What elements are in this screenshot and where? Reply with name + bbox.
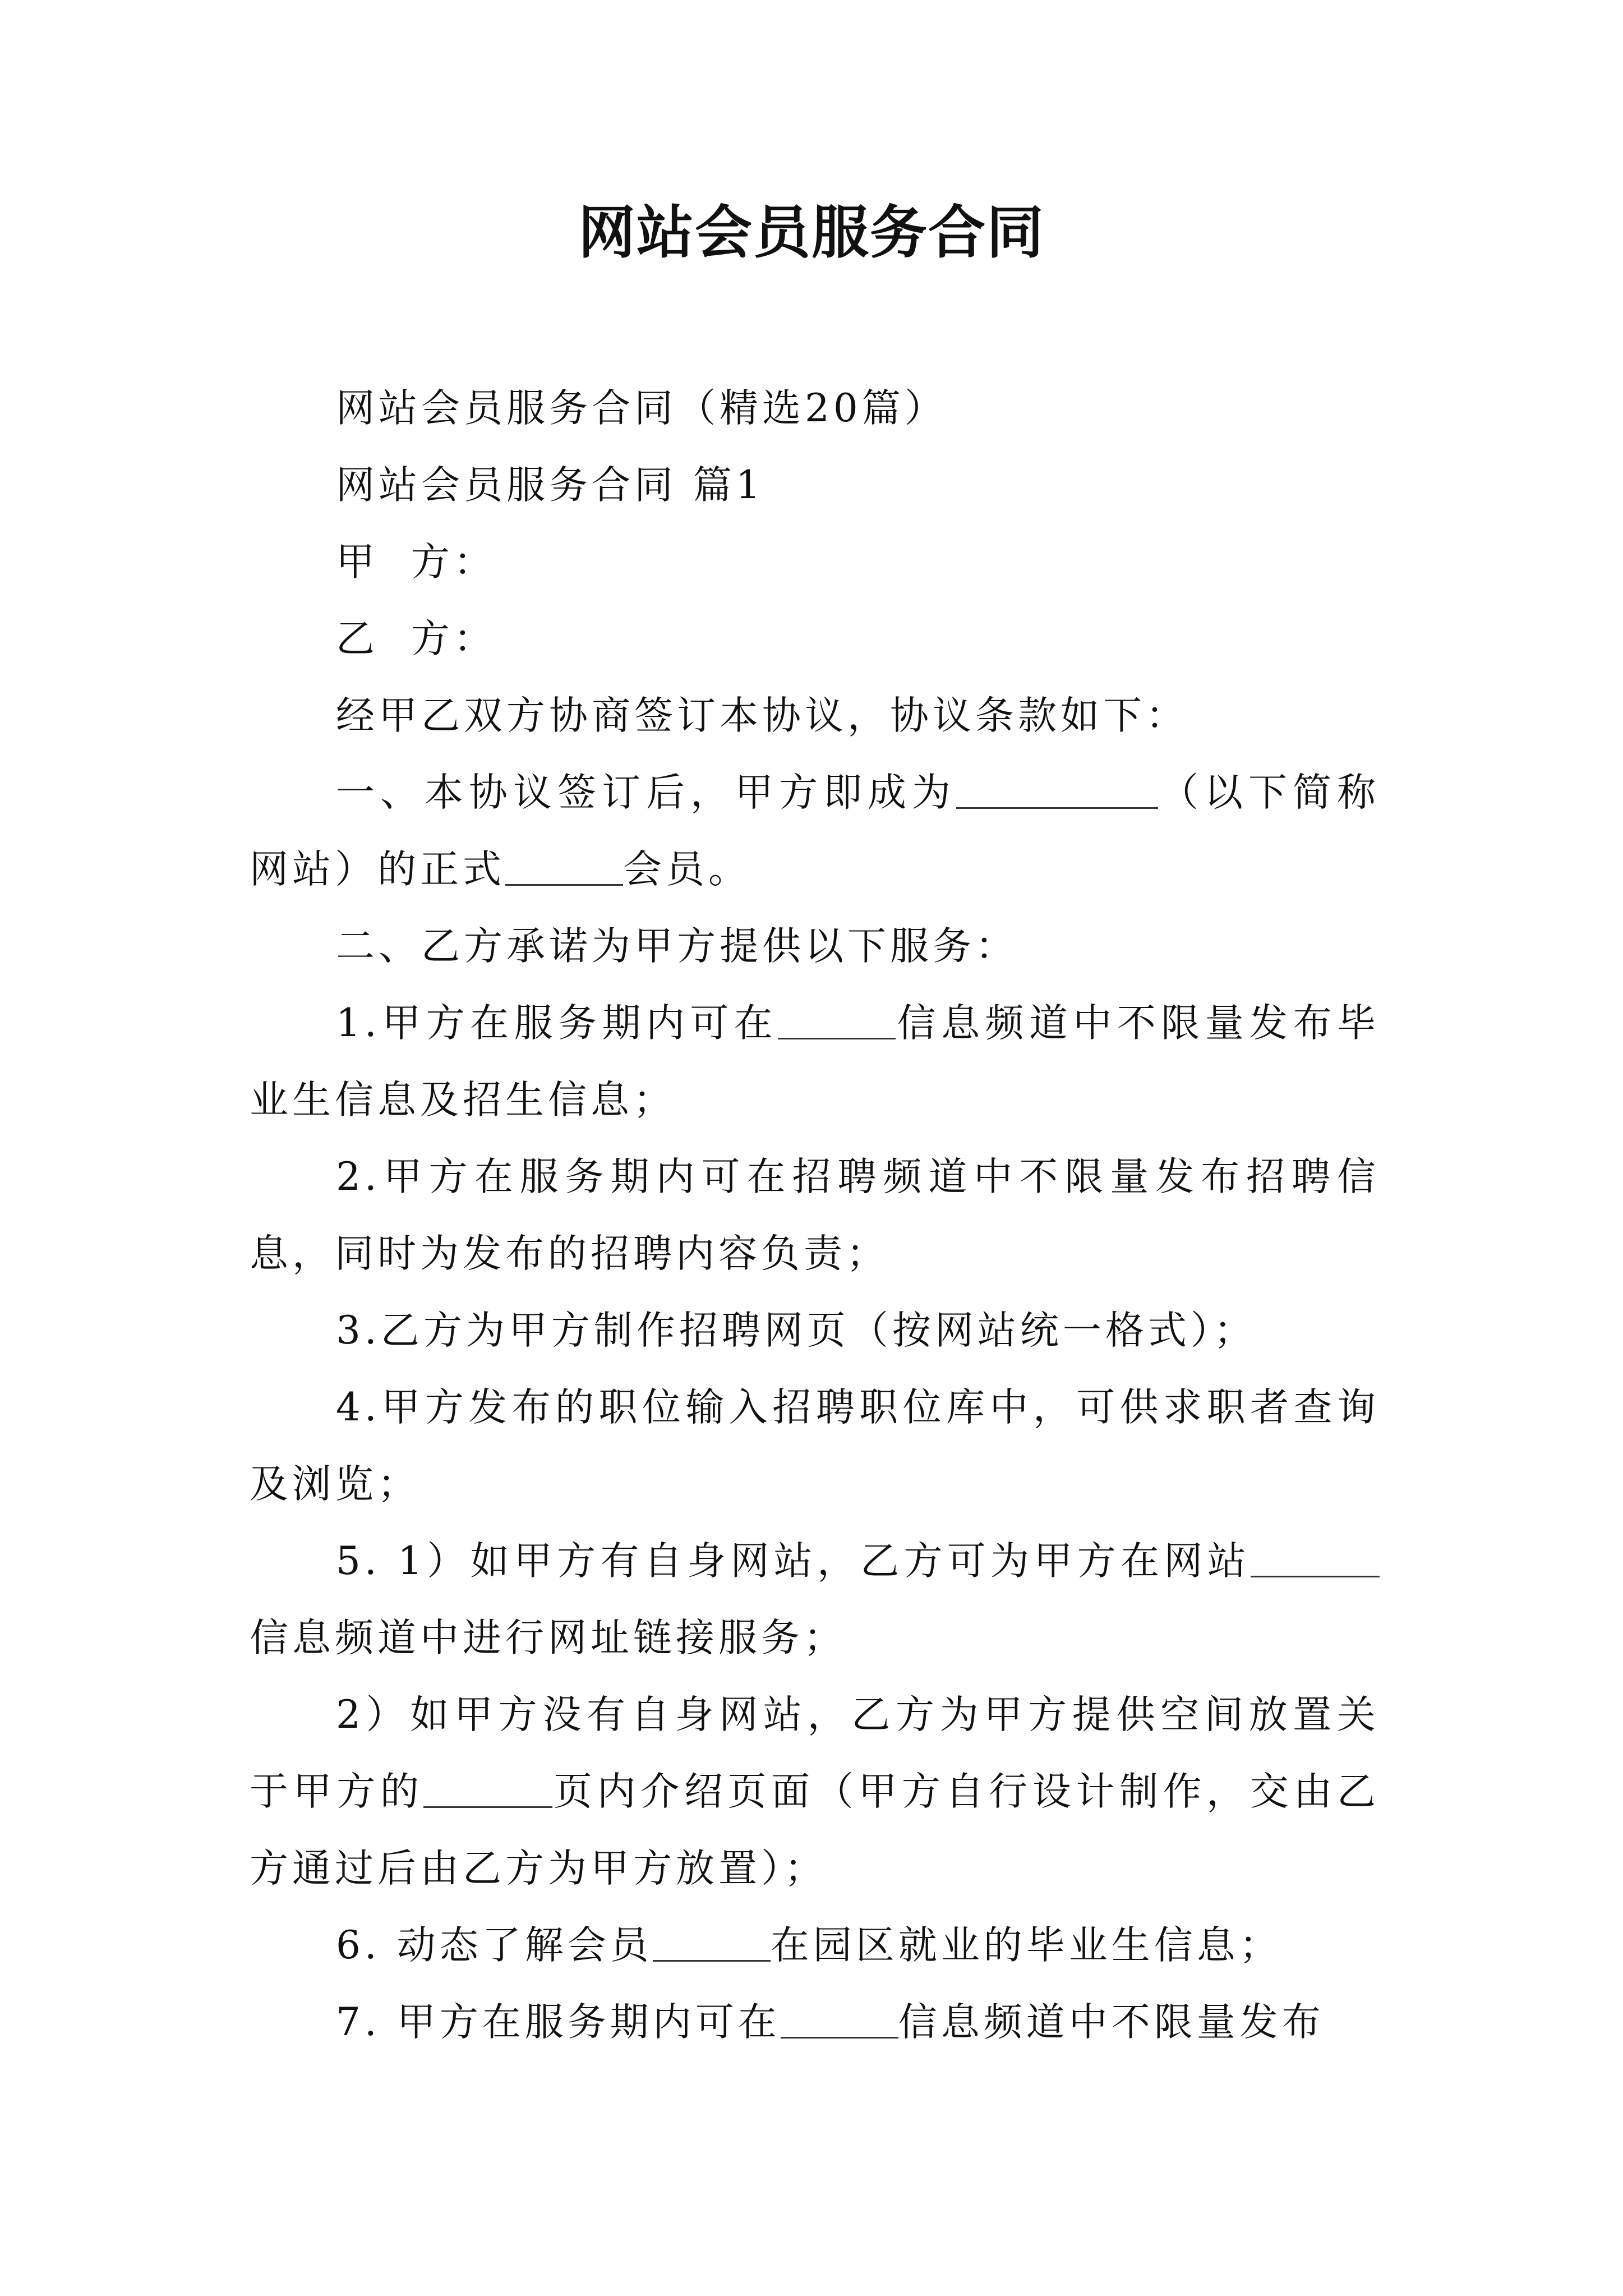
item-text: 信息频道中不限量发布 [898,2000,1325,2045]
item-text: 信息频道中进行网址链接服务； [250,1616,846,1660]
blank-line [956,772,1158,809]
item-text: 5. 1）如甲方有自身网站，乙方可为甲方在网站 [336,1539,1251,1584]
service-item-5-2 [250,1677,1380,1907]
service-item-2: 2.甲方在服务期内可在招聘频道中不限量发布招聘信息，同时为发布的招聘内容负责； [250,1154,1380,1276]
item-text: 2）如甲方没有自身网站，乙方为甲方提供空间放置关于甲方的 [250,1692,1380,1814]
service-item-4: 4.甲方发布的职位输入招聘职位库中，可供求职者查询及浏览； [250,1385,1380,1507]
blank-line [781,2002,898,2039]
paragraph-intro: 经甲乙双方协商签订本协议，协议条款如下： [336,693,1188,738]
service-item-5 [250,1523,1380,1677]
paragraph-heading: 网站会员服务合同 篇1 [336,463,764,508]
blank-line [653,1925,771,1962]
service-item-1 [250,985,1380,1139]
document-title: 网站会员服务合同 [578,199,1045,266]
paragraph-subtitle: 网站会员服务合同（精选20篇） [336,386,947,431]
clause-text: 会员。 [623,847,751,892]
clause-text: 一、本协议签订后，甲方即成为 [336,770,956,815]
service-item-7 [250,1984,1380,2061]
item-text: 7. 甲方在服务期内可在 [336,2000,781,2045]
item-text: 6. 动态了解会员 [336,1923,653,1968]
document-body [250,370,1380,2061]
blank-line [423,1772,552,1808]
party-a-line: 甲 方： [336,540,496,585]
blank-line [505,849,623,886]
service-item-6 [250,1907,1380,1984]
service-item-3: 3.乙方为甲方制作招聘网页（按网站统一格式）； [336,1308,1257,1353]
clause-1 [250,754,1380,908]
item-text: 在园区就业的毕业生信息； [770,1923,1282,1968]
party-b-line: 乙 方： [336,616,496,661]
clause-text: （以下简称网站）的正式 [250,770,1380,892]
item-text: 1.甲方在服务期内可在 [336,1001,778,1046]
blank-line [778,1003,896,1039]
item-text: 信息频道中不限量发布毕业生信息及招生信息； [250,1001,1380,1122]
item-text: 页内介绍页面（甲方自行设计制作，交由乙方通过后由乙方为甲方放置）； [250,1769,1380,1891]
clause-2: 二、乙方承诺为甲方提供以下服务： [336,924,1018,969]
blank-line [1251,1541,1380,1577]
